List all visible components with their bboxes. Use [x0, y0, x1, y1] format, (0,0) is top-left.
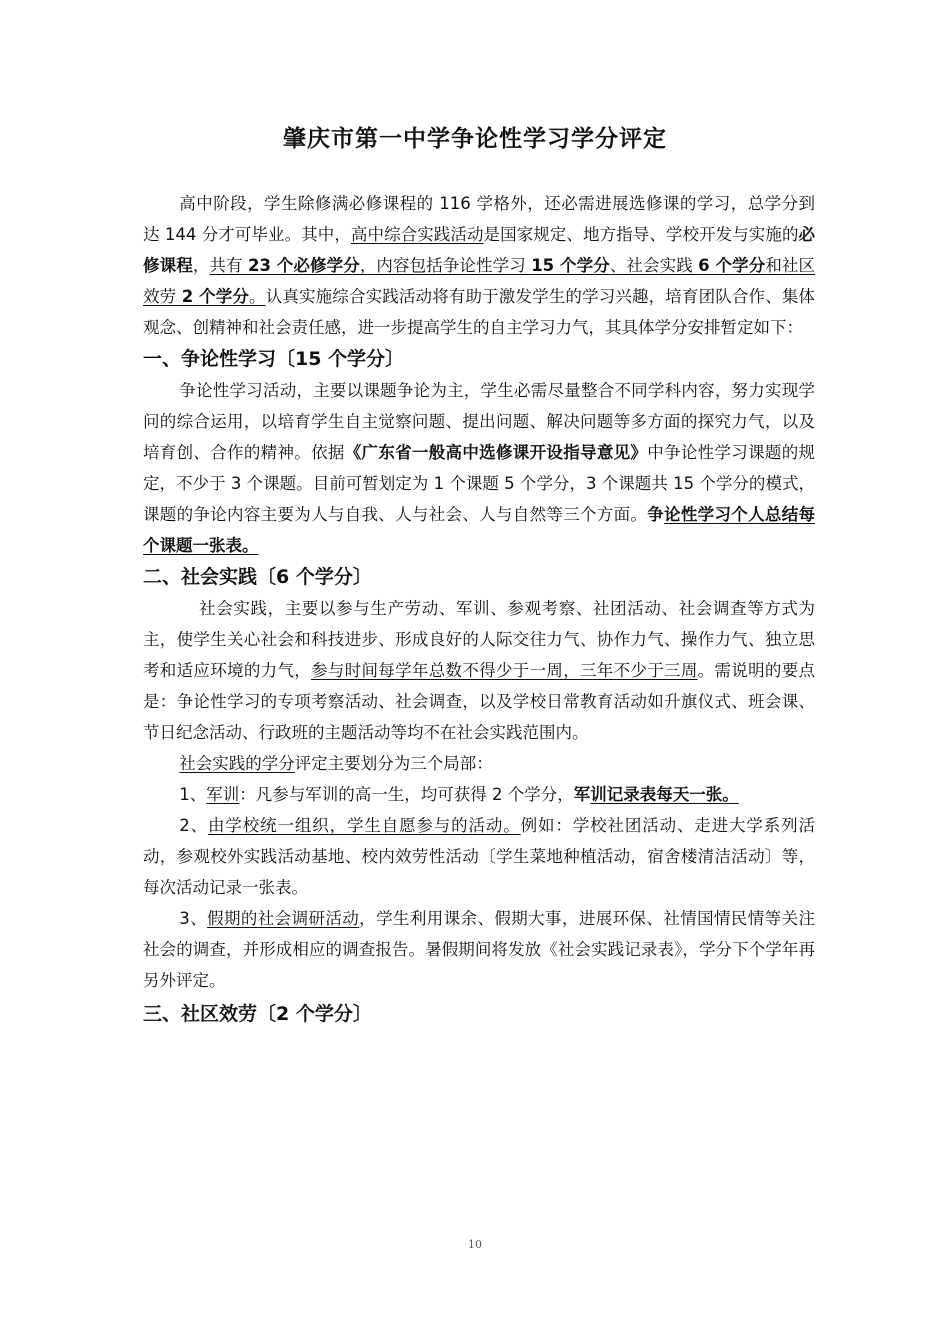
intro-credits-service: 2 个学分 [181, 287, 250, 306]
section1-paragraph [143, 375, 815, 561]
intro-credits-practice: 6 个学分 [698, 256, 766, 275]
section2-p1-text-a: 社会实践，主要以参与生产劳动、军训、参观考察、社团活动、社会调查等方式为主，使学生关心社会和科技进步、形成良好的人际交往力气、协作力气、操作力气、独立思考和适应环境的力气， [143, 599, 815, 680]
intro-underline-e: 。 [249, 287, 266, 306]
section1-heading: 一、争论性学习〔15 个学分〕 [143, 348, 405, 370]
document-title: 肇庆市第一中学争论性学习学分评定 [283, 126, 667, 152]
item3-underline: 假期的社会调研活动 [207, 909, 360, 928]
section2-paragraph-2 [143, 748, 815, 779]
section2-item-2 [143, 810, 815, 903]
intro-underline-b: ，内容包括争论性学习 [359, 256, 532, 275]
section2-p2-text: 评定主要划分为三个局部： [294, 754, 493, 773]
intro-text-3: ， [192, 256, 210, 275]
intro-paragraph [143, 188, 815, 343]
intro-text-1: 高中阶段，学生除修满必修课程的 116 学格外，还必需进展选修课的学习，总学分到达 144 分才可毕业。其中， [143, 194, 815, 244]
section2-item-3 [143, 903, 815, 996]
item2-text: 例如：学校社团活动、走进大学系列活动，参观校外实践活动基地、校内效劳性活动〔学生菜地种植活动，宿舍楼清洁活动〕等，每次活动记录一张表。 [143, 816, 816, 897]
section2-p2-underline: 社会实践的学分 [179, 754, 295, 773]
page-number: 10 [468, 1238, 482, 1251]
item1-underline: 军训 [206, 785, 240, 804]
intro-underline-practice: 高中综合实践活动 [350, 225, 484, 244]
intro-credits-total: 23 个必修学分 [247, 256, 360, 275]
item3-number: 3、 [179, 909, 208, 928]
section2-p1-text-b: 。需说明的要点是：争论性学习的专项考察活动、社会调查，以及学校日常教育活动如升旗仪式、班会课、节日纪念活动、行政班的主题活动等均不在社会实践范围内。 [143, 661, 816, 742]
intro-text-4: 认真实施综合实践活动将有助于激发学生的学习兴趣，培育团队合作、集体观念、创精神和社会责任感，进一步提高学生的自主学习力气，其具体学分安排暂定如下： [143, 287, 815, 337]
section3-heading: 三、社区效劳〔2 个学分〕 [143, 1003, 372, 1025]
item1-text: ：凡参与军训的高一生，均可获得 2 个学分， [239, 785, 574, 804]
intro-underline-d: 和社区效劳 [143, 256, 816, 306]
item3-text: ，学生利用课余、假期大事，进展环保、社情国情民情等关注社会的调查，并形成相应的调查报告。暑假期间将发放《社会实践记录表》，学分下个学年再另外评定。 [143, 909, 816, 990]
section1-text-1: 争论性学习活动，主要以课题争论为主，学生必需尽量整合不同学科内容，努力实现学问的综合运用，以培育学生自主觉察问题、提出问题、解决问题等多方面的探究力气，以及培育创、合作的精神。依据 [143, 381, 815, 462]
item1-bold: 军 [573, 785, 591, 804]
section1-bold-note: 争 [647, 505, 665, 524]
section2-item-1 [143, 779, 815, 810]
intro-underline-c: 、社会实践 [609, 256, 699, 275]
intro-underline-a: 共有 [209, 256, 248, 275]
section1-underline-note: 论性学习个人总结每个课题一张表。 [143, 505, 816, 555]
intro-bold-required: 必修课程 [143, 225, 816, 275]
item1-number: 1、 [179, 785, 207, 804]
section1-text-2: 中争论性学习课题的规定，不少于 3 个课题。目前可暂划定为 1 个课题 5 个学分，3 个课题共 15 个学分的模式，课题的争论内容主要为人与自我、人与社会、人与自然等三个方面。 [143, 443, 816, 524]
intro-text-2: 是国家规定、地方指导、学校开发与实施的 [483, 225, 799, 244]
item2-underline: 由学校统一组织，学生自愿参与的活动。 [208, 816, 521, 835]
document-body [143, 188, 815, 1030]
item2-number: 2、 [179, 816, 209, 835]
intro-credits-research: 15 个学分 [531, 256, 610, 275]
section1-bold-guideline: 《广东省一般高中选修课开设指导意见》 [344, 443, 648, 462]
section2-p1-underline: 参与时间每学年总数不得少于一周，三年不少于三周 [311, 661, 698, 680]
section2-heading: 二、社会实践〔6 个学分〕 [143, 566, 372, 588]
section2-paragraph-1 [143, 593, 815, 748]
item1-underline-bold: 训记录表每天一张。 [590, 785, 739, 804]
